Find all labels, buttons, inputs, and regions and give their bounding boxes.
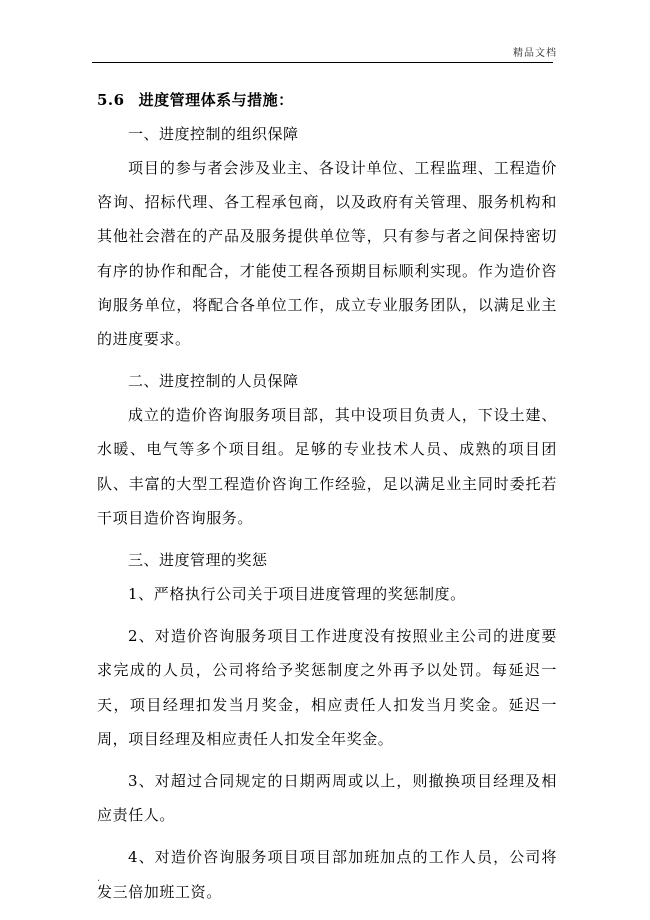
header-label: 精品文档 bbox=[513, 48, 557, 59]
subheading: 一、进度控制的组织保障 bbox=[128, 125, 299, 143]
paragraph: 成立的造价咨询服务项目部，其中设项目负责人，下设土建、水暖、电气等多个项目组。足够的专业技术人员、成熟的项目团队、丰富的大型工程造价咨询工作经验，足以满足业主同时委托若干项目造价咨询服务。 bbox=[97, 406, 557, 527]
subheading: 三、进度管理的奖惩 bbox=[128, 551, 268, 570]
document-body bbox=[97, 83, 557, 909]
list-item: 1、严格执行公司关于项目进度管理的奖惩制度。 bbox=[128, 585, 466, 604]
paragraph: 项目的参与者会涉及业主、各设计单位、工程监理、工程造价咨询、招标代理、各工程承包商，以及政府有关管理、服务机构和其他社会潜在的产品及服务提供单位等，只有参与者之间保持密切有序的协作和配合，才能使工程各预期目标顺利实现。作为造价咨询服务单位，将配合各单位工作，成立专业服务团队，以满足业主的进度要求。 bbox=[97, 159, 557, 349]
list-item: 4、对造价咨询服务项目项目部加班加点的工作人员，公司将发三倍加班工资。 bbox=[97, 848, 557, 901]
section-number: 5.6 bbox=[97, 91, 125, 109]
footer-mark: . bbox=[97, 873, 101, 884]
list-item: 3、对超过合同规定的日期两周或以上，则撤换项目经理及相应责任人。 bbox=[97, 772, 557, 825]
section-heading bbox=[97, 83, 557, 117]
header-divider bbox=[92, 62, 553, 63]
subheading: 二、进度控制的人员保障 bbox=[128, 372, 299, 391]
list-item: 2、对造价咨询服务项目工作进度没有按照业主公司的进度要求完成的人员，公司将给予奖惩制度之外再予以处罚。每延迟一天，项目经理扣发当月奖金，相应责任人扣发当月奖金。延迟一周，项目经理及相应责任人扣发全年奖金。 bbox=[97, 627, 557, 748]
section-title: 进度管理体系与措施： bbox=[138, 91, 294, 109]
